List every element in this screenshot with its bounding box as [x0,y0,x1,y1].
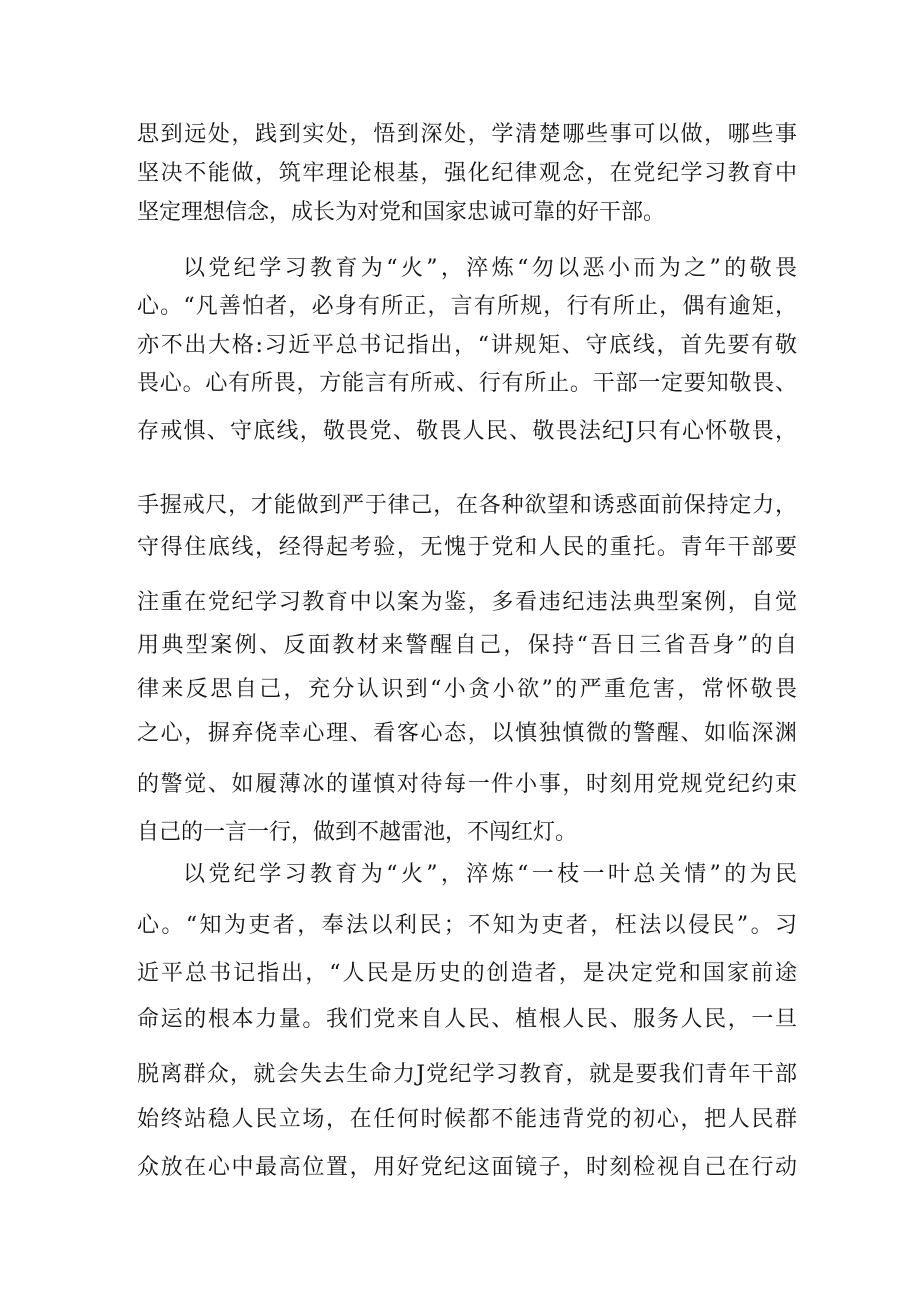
text-line: 近平总书记指出，“人民是历史的创造者，是决定党和国家前途 [137,961,797,986]
text-line: 自己的一言一行，做到不越雷池，不闯红灯。 [137,820,578,845]
text-line: 守得住底线，经得起考验，无愧于党和人民的重托。青年干部要 [137,535,797,560]
text-line: 存戒惧、守底线，敬畏党、敬畏人民、敬畏法纪J只有心怀敬畏， [137,419,797,444]
text-line: 畏心。心有所畏，方能言有所戒、行有所止。干部一定要知敬畏、 [137,371,797,396]
text-line: 之心，摒弃侥幸心理、看客心态，以慎独慎微的警醒、如临深渊 [137,721,797,746]
text-line: 思到远处，践到实处，悟到深处，学清楚哪些事可以做，哪些事 [137,122,797,147]
text-line: 注重在党纪学习教育中以案为鉴，多看违纪违法典型案例，自觉 [137,590,797,615]
text-line: 律来反思自己，充分认识到“小贪小欲”的严重危害，常怀敬畏 [137,677,797,702]
text-line: 心。“凡善怕者，必身有所正，言有所规，行有所止，偶有逾矩， [137,294,797,319]
text-line: 亦不出大格:习近平总书记指出，“讲规矩、守底线，首先要有敬 [137,333,797,358]
text-line: 命运的根本力量。我们党来自人民、植根人民、服务人民，一旦 [137,1007,797,1032]
text-line: 手握戒尺，才能做到严于律己，在各种欲望和诱惑面前保持定力， [137,493,797,518]
text-line: 用典型案例、反面教材来警醒自己，保持“吾日三省吾身”的自 [137,633,797,658]
text-line: 众放在心中最高位置，用好党纪这面镜子，时刻检视自己在行动 [137,1155,797,1180]
text-line: 以党纪学习教育为“火”，淬炼“一枝一叶总关情”的为民 [183,862,797,887]
text-line: 始终站稳人民立场，在任何时候都不能违背党的初心，把人民群 [137,1107,797,1132]
text-line: 以党纪学习教育为“火”，淬炼“勿以恶小而为之”的敬畏 [183,256,797,281]
text-line: 脱离群众，就会失去生命力J党纪学习教育，就是要我们青年干部 [137,1062,797,1087]
text-line: 坚决不能做，筑牢理论根基，强化纪律观念，在党纪学习教育中 [137,161,797,186]
text-line: 的警觉、如履薄冰的谨慎对待每一件小事，时刻用党规党纪约束 [137,772,797,797]
text-line: 心。“知为吏者，奉法以利民；不知为吏者，枉法以侵民”。习 [137,913,797,938]
text-line: 坚定理想信念，成长为对党和国家忠诚可靠的好干部。 [137,200,666,225]
